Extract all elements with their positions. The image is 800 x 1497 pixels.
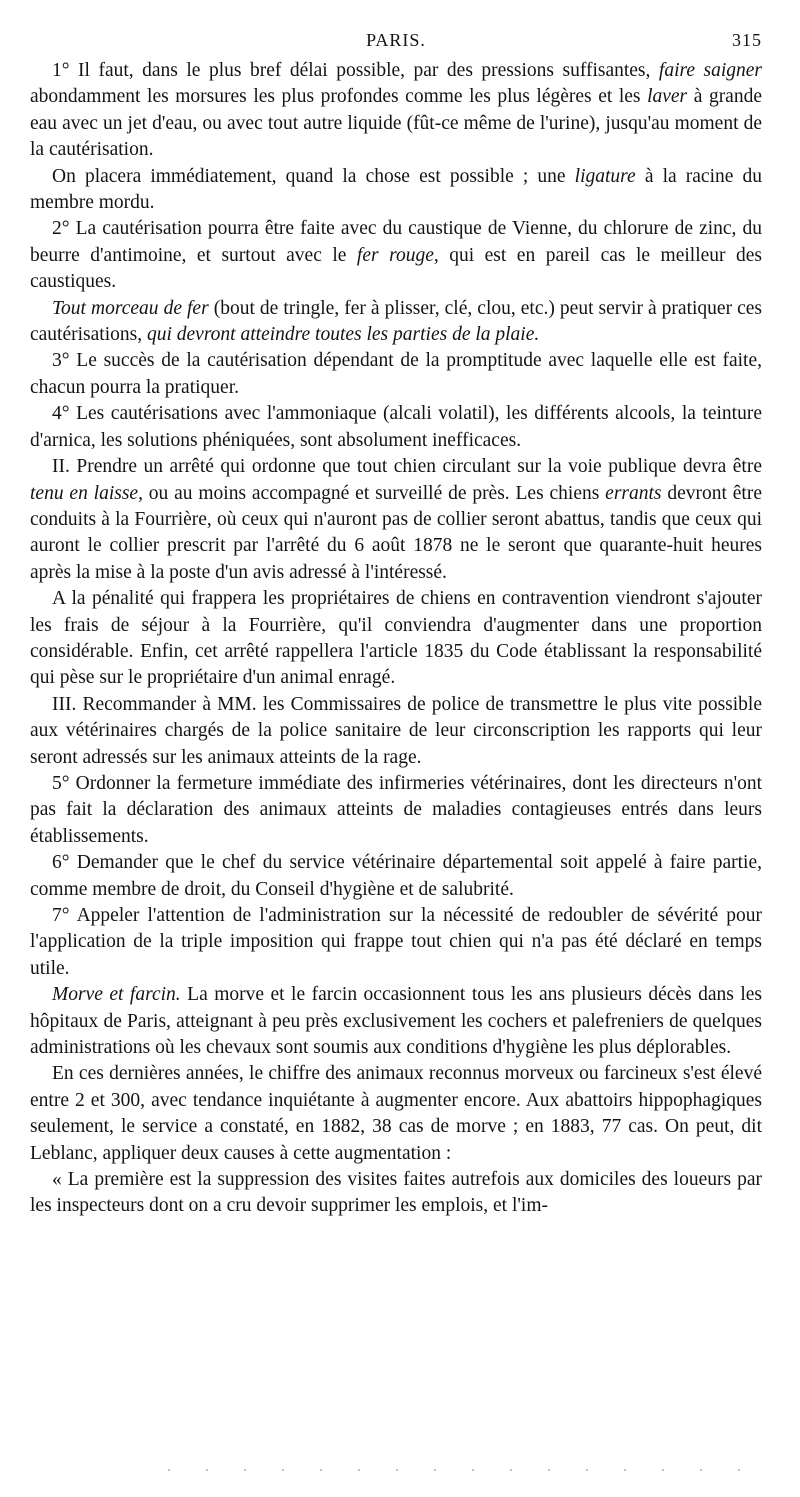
page-number: 315 <box>732 30 762 50</box>
text-segment: En ces dernières années, le chiffre des animaux reconnus morveux ou farcineux s'est élevé entre 2 et 300, avec tendance inquiétante à augmenter encore. Aux abattoirs hippophagiques seulement, le service a constaté, en 1882, 38 cas de morve ; en 1883, 77 cas. On peut, dit Leblanc, appliquer deux causes à cette augmentation : <box>30 1063 762 1164</box>
paragraph-p11 <box>30 850 762 903</box>
paragraph-p12 <box>30 903 762 982</box>
italic-text: fer rouge, <box>356 244 439 266</box>
paragraph-p3 <box>30 216 762 295</box>
paragraph-p6 <box>30 401 762 454</box>
text-segment: La morve et le farcin occasionnent tous les ans plusieurs décès dans les hôpitaux de Paris, atteignant à peu près exclusivement les cochers et palefreniers de quelques administrations où les chevaux sont soumis aux conditions d'hygiène les plus déplorables. <box>30 984 762 1059</box>
text-segment: (bout de tringle, fer à plisser, clé, clou, etc.) peut servir à pratiquer ces cautérisations, <box>30 297 763 346</box>
text-segment: 7° Appeler l'attention de l'administration sur la nécessité de redoubler de sévérité pour l'application de la triple imposition qui frappe tout chien qui n'a pas été déclaré en temps utile. <box>30 905 762 979</box>
text-segment: abondamment les morsures les plus profondes comme les plus légères et les <box>30 86 648 108</box>
italic-text: faire saigner <box>658 60 763 81</box>
bottom-scan-noise <box>150 1468 750 1472</box>
italic-text: ligature <box>574 165 636 187</box>
text-segment: à grande eau avec un jet d'eau, ou avec tout autre liquide (fût-ce même de l'urine), jusqu'au moment de la cautérisation. <box>30 86 762 161</box>
running-title: PARIS. <box>366 30 426 50</box>
text-segment: 1° Il faut, dans le plus bref délai possible, par des pressions suffisantes, <box>52 60 659 81</box>
paragraph-p8 <box>30 586 762 692</box>
paragraph-p5 <box>30 348 762 401</box>
text-segment: qui est en pareil cas le meilleur des caustiques. <box>30 244 762 293</box>
paragraph-p14 <box>30 1061 762 1167</box>
text-segment: devront être conduits à la Fourrière, où ceux qui n'auront pas de collier seront abattus, tandis que ceux qui auront le collier prescrit par l'arrêté du 6 août 1878 ne le seront que quarante-huit heures après la mise à la poste d'un avis adressé à l'intéressé. <box>30 482 762 583</box>
italic-text: Morve et farcin. <box>52 984 181 1006</box>
text-segment: « La première est la suppression des visites faites autrefois aux domiciles des loueurs par les inspecteurs dont on a cru devoir supprimer les emplois, et l'im- <box>30 1169 762 1217</box>
italic-text: Tout morceau de fer <box>52 297 209 319</box>
italic-text: tenu en laisse, <box>30 482 143 504</box>
paragraph-p13 <box>30 982 762 1061</box>
paragraph-p1 <box>30 58 762 164</box>
paragraph-p15 <box>30 1167 762 1220</box>
text-segment: A la pénalité qui frappera les propriétaires de chiens en contravention viendront s'ajouter les frais de séjour à la Fourrière, qu'il conviendra d'augmenter dans une proportion considérable. Enfin, cet arrêté rappellera l'article 1835 du Code établissant la responsabilité qui pèse sur le propriétaire d'un animal enragé. <box>30 588 762 689</box>
paragraph-p4 <box>30 296 762 349</box>
paragraph-p10 <box>30 771 762 850</box>
book-page <box>30 30 762 1220</box>
text-segment: 2° La cautérisation pourra être faite avec du caustique de Vienne, du chlorure de zinc, du beurre d'antimoine, et surtout avec le <box>30 218 762 266</box>
text-segment: III. Recommander à MM. les Commissaires de police de transmettre le plus vite possible aux vétérinaires chargés de la police sanitaire de leur circonscription les rapports qui leur seront adressés sur les animaux atteints de la rage. <box>30 693 762 768</box>
running-head <box>30 30 762 58</box>
text-segment: On placera immédiatement, quand la chose est possible ; une <box>52 165 575 187</box>
text-segment: à la racine du membre mordu. <box>30 165 762 214</box>
paragraph-p2 <box>30 164 762 217</box>
text-segment: II. Prendre un arrêté qui ordonne que tout chien circulant sur la voie publique devra être <box>52 456 762 478</box>
italic-text: qui devront atteindre toutes les parties de la plaie. <box>146 324 540 346</box>
text-segment: 5° Ordonner la fermeture immédiate des infirmeries vétérinaires, dont les directeurs n'ont pas fait la déclaration des animaux atteints de maladies contagieuses entrés dans leurs établissements. <box>30 772 762 847</box>
paragraph-p7 <box>30 454 762 586</box>
paragraph-p9 <box>30 692 762 771</box>
text-segment: ou au moins accompagné et surveillé de près. Les chiens <box>142 482 606 504</box>
italic-text: errants <box>605 482 662 504</box>
text-segment: 3° Le succès de la cautérisation dépendant de la promptitude avec laquelle elle est faite, chacun pourra la pratiquer. <box>30 350 762 398</box>
text-segment: 4° Les cautérisations avec l'ammoniaque (alcali volatil), les différents alcools, la teinture d'arnica, les solutions phéniquées, sont absolument inefficaces. <box>30 403 762 451</box>
italic-text: laver <box>647 86 688 108</box>
body-text <box>30 58 762 1220</box>
text-segment: 6° Demander que le chef du service vétérinaire départemental soit appelé à faire partie, comme membre de droit, du Conseil d'hygiène et de salubrité. <box>30 852 762 900</box>
